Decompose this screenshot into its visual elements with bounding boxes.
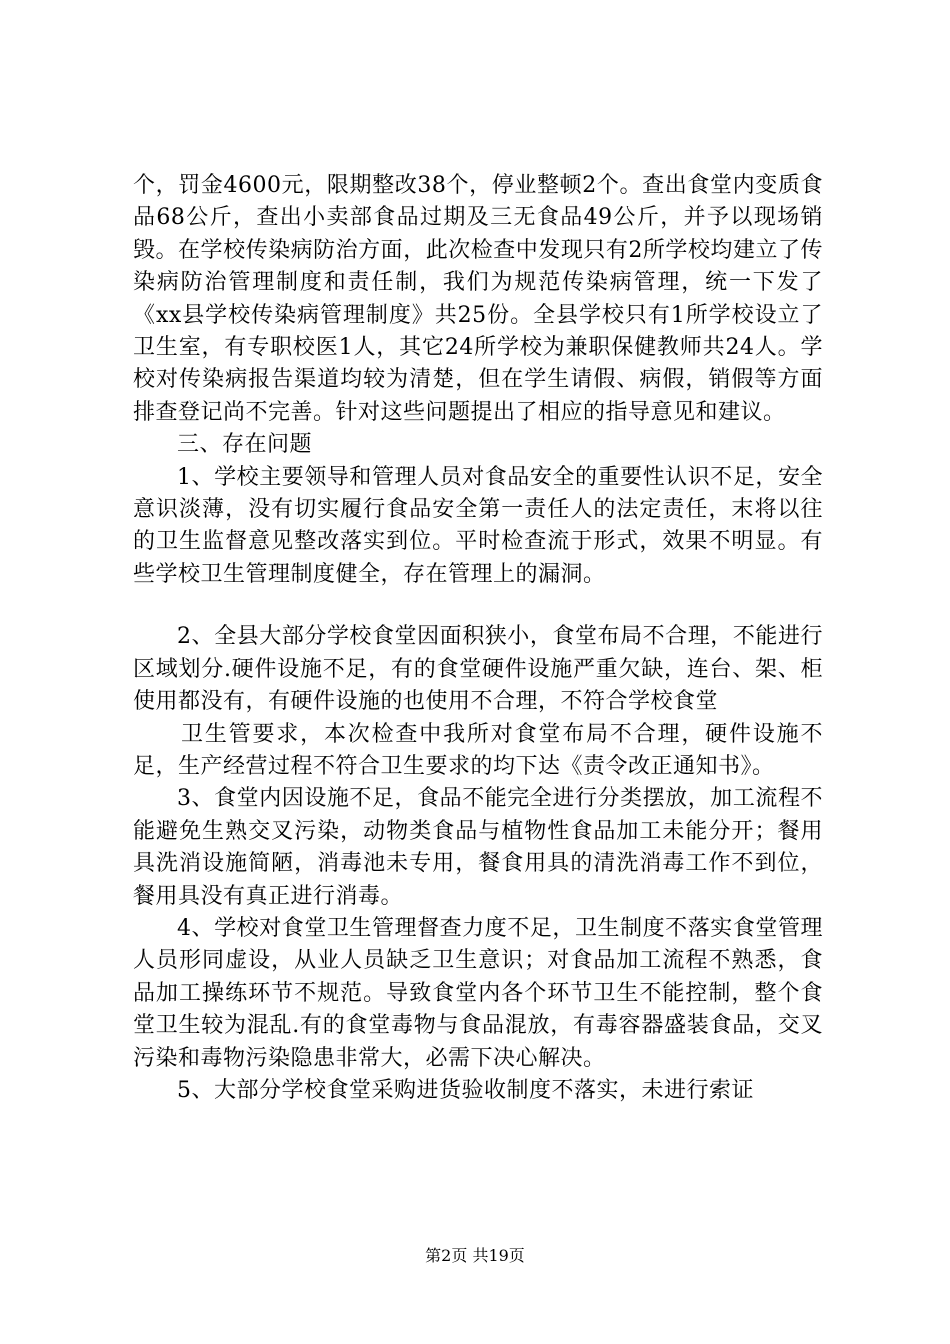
paragraph-item-2: 2、全县大部分学校食堂因面积狭小，食堂布局不合理，不能进行区域划分.硬件设施不足，有的食堂硬件设施严重欠缺，连台、架、柜使用都没有，有硬件设施的也使用不合理，不符合学校食堂 <box>133 624 823 715</box>
paragraph-item-5: 5、大部分学校食堂采购进货验收制度不落实，未进行索证 <box>177 1077 754 1103</box>
paragraph-item-2-continuation: 卫生管要求，本次检查中我所对食堂布局不合理，硬件设施不足，生产经营过程不符合卫生要求的均下达《责令改正通知书》。 <box>133 721 823 779</box>
paragraph-item-4: 4、学校对食堂卫生管理督查力度不足，卫生制度不落实食堂管理人员形同虚设，从业人员缺乏卫生意识；对食品加工流程不熟悉，食品加工操练环节不规范。导致食堂内各个环节卫生不能控制，整个食堂卫生较为混乱.有的食堂毒物与食品混放，有毒容器盛装食品，交叉污染和毒物污染隐患非常大，必需下决心解决。 <box>133 915 823 1071</box>
page-footer: 第2页 共19页 <box>425 1246 525 1265</box>
section-heading-problems: 三、存在问题 <box>177 432 313 458</box>
paragraph-continuation: 个，罚金4600元，限期整改38个，停业整顿2个。查出食堂内变质食品68公斤，查出小卖部食品过期及三无食品49公斤，并予以现场销毁。在学校传染病防治方面，此次检查中发现只有2所学校均建立了传染病防治管理制度和责任制，我们为规范传染病管理，统一下发了《xx县学校传染病管理制度》共25份。全县学校只有1所学校设立了卫生室，有专职校医1人，其它24所学校为兼职保健教师共24人。学校对传染病报告渠道均较为清楚，但在学生请假、病假，销假等方面排查登记尚不完善。针对这些问题提出了相应的指导意见和建议。 <box>133 173 823 425</box>
paragraph-item-1: 1、学校主要领导和管理人员对食品安全的重要性认识不足，安全意识淡薄，没有切实履行食品安全第一责任人的法定责任，末将以往的卫生监督意见整改落实到位。平时检查流于形式，效果不明显。有些学校卫生管理制度健全，存在管理上的漏洞。 <box>133 464 823 587</box>
paragraph-item-3: 3、食堂内因设施不足，食品不能完全进行分类摆放，加工流程不能避免生熟交叉污染，动物类食品与植物性食品加工未能分开；餐用具洗消设施简陋，消毒池未专用，餐食用具的清洗消毒工作不到位，餐用具没有真正进行消毒。 <box>133 786 823 909</box>
paragraph-gap <box>133 591 823 621</box>
document-body <box>133 170 823 1107</box>
